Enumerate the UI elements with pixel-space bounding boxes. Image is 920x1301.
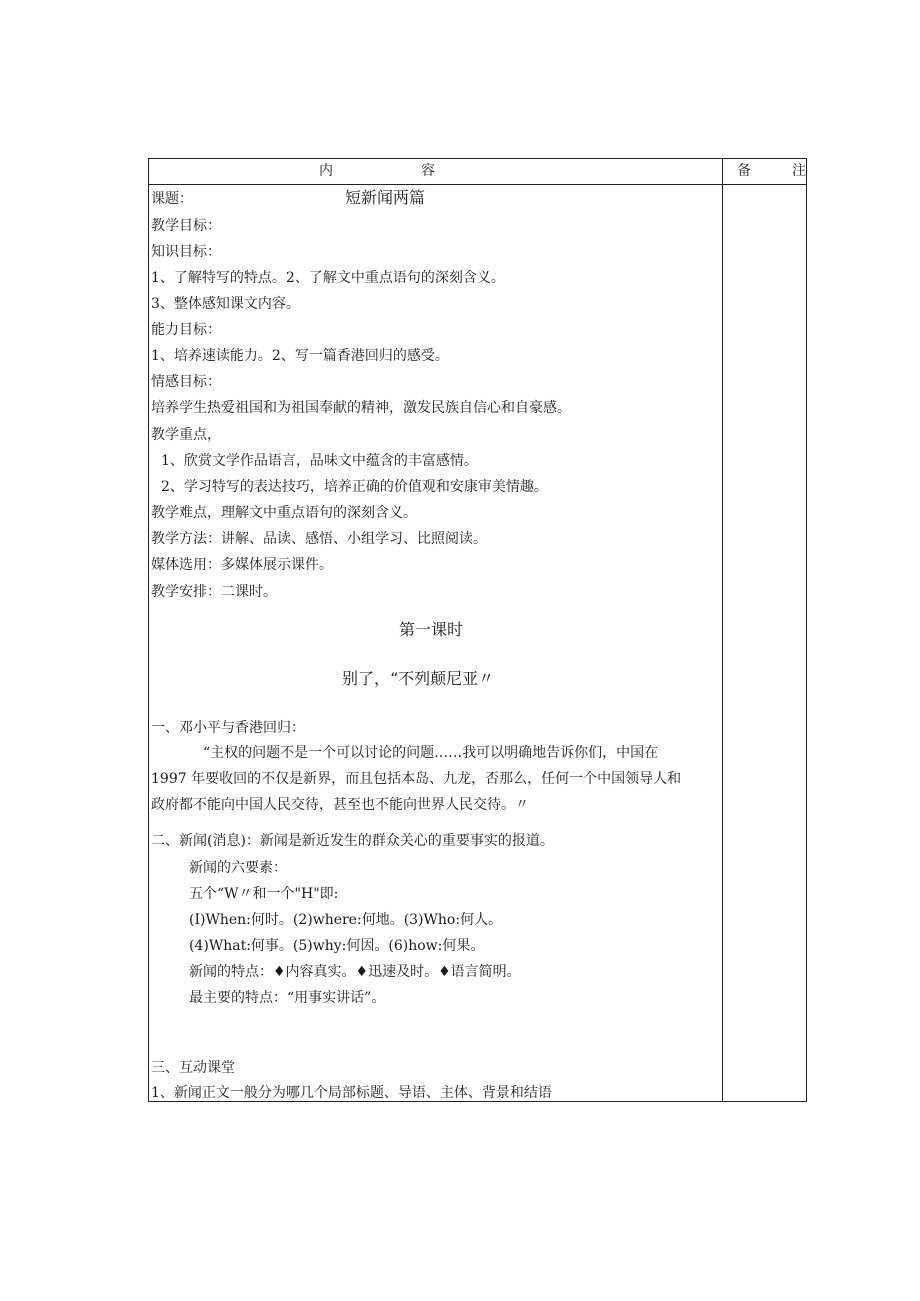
period-title: 第一课时: [399, 620, 464, 639]
quote-line-3: 政府都不能向中国人民交待，甚至也不能向世界人民交待。〃: [151, 797, 529, 813]
topic-title: 短新闻两篇: [345, 188, 426, 207]
news-features-line: 新闻的特点：♦内容真实。♦迅速及时。♦语言简明。: [189, 964, 521, 980]
knowledge-label: 知识目标：: [151, 244, 221, 260]
topic-label: 课题：: [151, 191, 193, 207]
ability-label: 能力目标：: [151, 322, 221, 338]
header-divider: [149, 184, 806, 185]
key-points-label: 教学重点，: [151, 427, 221, 443]
goals-label: 教学目标：: [151, 218, 221, 234]
five-w-line: 五个“W〃和一个"H"即:: [189, 886, 339, 902]
knowledge-line-1: 1、了解特写的特点。2、了解文中重点语句的深刻含义。: [151, 270, 505, 286]
section-1-heading: 一、邓小平与香港回归：: [151, 720, 305, 736]
content-header-char-1: 内: [319, 163, 333, 179]
six-elements-label: 新闻的六要素：: [189, 860, 287, 876]
content-header-char-2: 容: [421, 163, 435, 179]
quote-line-2: 1997 年要收回的不仅是新界，而且包括本岛、九龙，否那么，任何一个中国领导人和: [151, 771, 682, 787]
article-title: 别了，“不列颠尼亚〃: [342, 669, 495, 688]
schedule-line: 教学安排：二课时。: [151, 584, 277, 600]
emotion-label: 情感目标：: [151, 374, 221, 390]
knowledge-line-2: 3、整体感知课文内容。: [151, 296, 300, 312]
w-list-line-1: (I)When:何时。(2)where:何地。(3)Who:何人。: [189, 912, 503, 928]
method-line: 教学方法：讲解、品读、感悟、小组学习、比照阅读。: [151, 531, 487, 547]
key-point-2: 2、学习特写的表达技巧，培养正确的价值观和安康审美情趣。: [161, 479, 548, 495]
media-line: 媒体选用：多媒体展示课件。: [151, 557, 333, 573]
w-list-line-2: (4)What:何事。(5)why:何因。(6)how:何果。: [189, 938, 485, 954]
column-divider: [722, 159, 723, 1101]
question-1-line: 1、新闻正文一般分为哪几个局部标题、导语、主体、背景和结语: [151, 1085, 552, 1101]
notes-header-char-2: 注: [792, 163, 806, 179]
section-3-heading: 三、互动课堂: [151, 1060, 235, 1076]
emotion-line-1: 培养学生热爱祖国和为祖国奉献的精神，激发民族自信心和自豪感。: [151, 400, 571, 416]
main-feature-line: 最主要的特点：“用事实讲话”。: [189, 990, 386, 1006]
key-point-1: 1、欣赏文学作品语言，品味文中蕴含的丰富感情。: [161, 453, 478, 469]
notes-header-char-1: 备: [737, 163, 751, 179]
difficulty-line: 教学难点，理解文中重点语句的深刻含义。: [151, 505, 417, 521]
section-2-heading: 二、新闻(消息)：新闻是新近发生的群众关心的重要事实的报道。: [151, 833, 554, 849]
lesson-plan-table: [148, 158, 807, 1102]
quote-line-1: “主权的问题不是一个可以讨论的问题……我可以明确地告诉你们，中国在: [203, 745, 659, 761]
ability-line-1: 1、培养速读能力。2、写一篇香港回归的感受。: [151, 348, 449, 364]
